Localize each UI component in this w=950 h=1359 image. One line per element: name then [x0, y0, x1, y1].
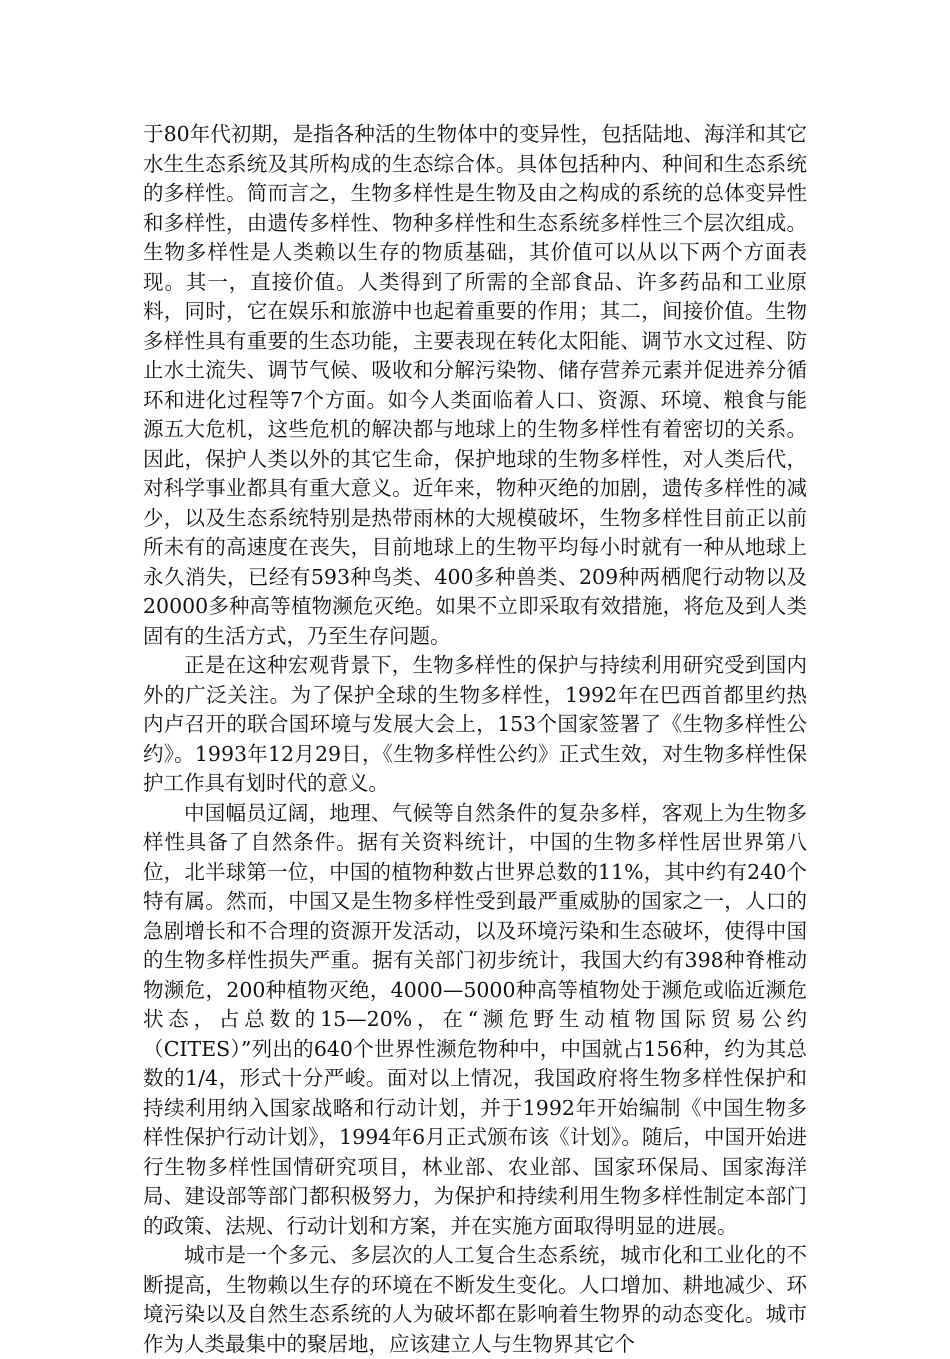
paragraph-china-biodiversity: 中国幅员辽阔，地理、气候等自然条件的复杂多样，客观上为生物多样性具备了自然条件。据有关资料统计，中国的生物多样性居世界第八位，北半球第一位，中国的植物种数占世界总数的11%，其中约有240个特有属。然而，中国又是生物多样性受到最严重威胁的国家之一，人口的急剧增长和不合理的资源开发活动，以及环境污染和生态破坏，使得中国的生物多样性损失严重。据有关部门初步统计，我国大约有398种脊椎动物濒危，200种植物灭绝，4000—5000种高等植物处于濒危或临近濒危状态，占总数的15—20%，在“濒危野生动植物国际贸易公约（CITES）”列出的640个世界性濒危物种中，中国就占156种，约为其总数的1/4，形式十分严峻。面对以上情况，我国政府将生物多样性保护和持续利用纳入国家战略和行动计划，并于1992年开始编制《中国生物多样性保护行动计划》，1994年6月正式颁布该《计划》。随后，中国开始进行生物多样性国情研究项目，林业部、农业部、国家环保局、国家海洋局、建设部等部门都积极努力，为保护和持续利用生物多样性制定本部门的政策、法规、行动计划和方案，并在实施方面取得明显的进展。	[143, 800, 807, 1238]
paragraph-continued: 于80年代初期，是指各种活的生物体中的变异性，包括陆地、海洋和其它水生生态系统及其所构成的生态综合体。具体包括种内、种间和生态系统的多样性。简而言之，生物多样性是生物及由之构成的系统的总体变异性和多样性，由遗传多样性、物种多样性和生态系统多样性三个层次组成。生物多样性是人类赖以生存的物质基础，其价值可以从以下两个方面表现。其一，直接价值。人类得到了所需的全部食品、许多药品和工业原料，同时，它在娱乐和旅游中也起着重要的作用；其二，间接价值。生物多样性具有重要的生态功能，主要表现在转化太阳能、调节水文过程、防止水土流失、调节气候、吸收和分解污染物、储存营养元素并促进养分循环和进化过程等7个方面。如今人类面临着人口、资源、环境、粮食与能源五大危机，这些危机的解决都与地球上的生物多样性有着密切的关系。因此，保护人类以外的其它生命，保护地球的生物多样性，对人类后代，对科学事业都具有重大意义。近年来，物种灭绝的加剧，遗传多样性的减少，以及生态系统特别是热带雨林的大规模破坏，生物多样性目前正以前所未有的高速度在丧失，目前地球上的生物平均每小时就有一种从地球上永久消失，已经有593种鸟类、400多种兽类、209种两栖爬行动物以及20000多种高等植物濒危灭绝。如果不立即采取有效措施，将危及到人类固有的生活方式，乃至生存问题。	[143, 122, 807, 648]
document-body	[143, 120, 807, 1359]
paragraph-urban-ecosystem: 城市是一个多元、多层次的人工复合生态系统，城市化和工业化的不断提高，生物赖以生存的环境在不断发生变化。人口增加、耕地减少、环境污染以及自然生态系统的人为破坏都在影响着生物界的动态变化。城市作为人类最集中的聚居地，应该建立人与生物界其它个	[143, 1243, 807, 1356]
paragraph-global-concern: 正是在这种宏观背景下，生物多样性的保护与持续利用研究受到国内外的广泛关注。为了保护全球的生物多样性，1992年在巴西首都里约热内卢召开的联合国环境与发展大会上，153个国家签署了《生物多样性公约》。1993年12月29日，《生物多样性公约》正式生效，对生物多样性保护工作具有划时代的意义。	[143, 653, 807, 795]
